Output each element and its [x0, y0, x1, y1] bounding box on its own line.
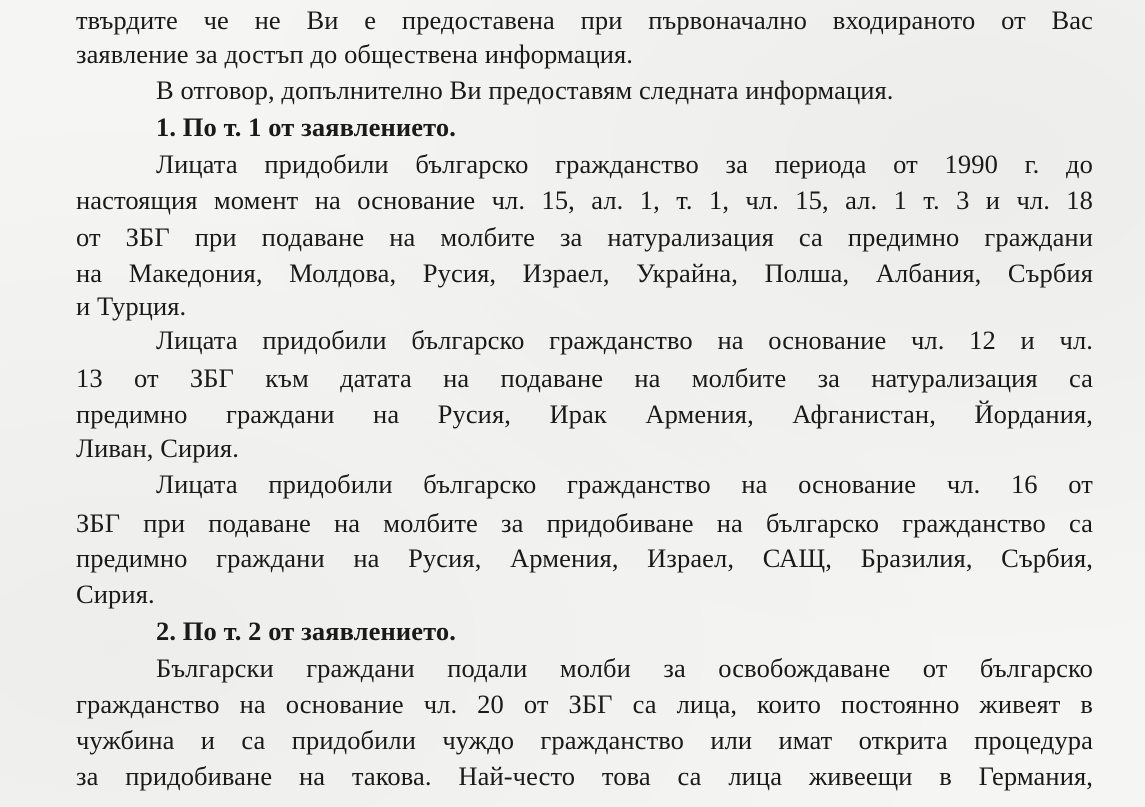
paragraph-line: твърдите че не Ви е предоставена при първоначално входираното от Вас [76, 5, 1093, 35]
paragraph-line: Лицата придобили българско гражданство на основание чл. 16 от [156, 469, 1093, 499]
section-heading-1: 1. По т. 1 от заявлението. [156, 112, 456, 142]
paragraph-line: чужбина и са придобили чуждо гражданство или имат открита процедура [76, 725, 1093, 755]
paragraph-line: Лицата придобили българско гражданство за периода от 1990 г. до [156, 149, 1093, 179]
paragraph-line: Ливан, Сирия. [76, 433, 239, 463]
paragraph-line: за придобиване на такова. Най-често това са лица живеещи в Германия, [76, 761, 1093, 791]
paragraph-line: Български граждани подали молби за освобождаване от българско [156, 653, 1093, 683]
paragraph-line: предимно граждани на Русия, Армения, Израел, САЩ, Бразилия, Сърбия, [76, 543, 1093, 573]
paragraph-line: заявление за достъп до обществена информация. [76, 39, 634, 69]
paragraph-line: настоящия момент на основание чл. 15, ал. 1, т. 1, чл. 15, ал. 1 т. 3 и чл. 18 [76, 185, 1093, 215]
paragraph-line: Сирия. [76, 579, 155, 609]
paragraph-line: гражданство на основание чл. 20 от ЗБГ са лица, които постоянно живеят в [76, 689, 1093, 719]
paragraph-line: от ЗБГ при подаване на молбите за натурализация са предимно граждани [76, 222, 1093, 252]
section-heading-2: 2. По т. 2 от заявлението. [156, 616, 456, 646]
paragraph-line: на Македония, Молдова, Русия, Израел, Украйна, Полша, Албания, Сърбия [76, 258, 1093, 288]
paragraph-line: ЗБГ при подаване на молбите за придобиване на българско гражданство са [76, 508, 1093, 538]
paragraph-line: 13 от ЗБГ към датата на подаване на молбите за натурализация са [76, 363, 1093, 393]
paragraph-line: и Турция. [76, 291, 187, 321]
paragraph-line: Лицата придобили българско гражданство на основание чл. 12 и чл. [156, 325, 1093, 355]
paragraph-line: В отговор, допълнително Ви предоставям следната информация. [156, 75, 894, 105]
paragraph-line: предимно граждани на Русия, Ирак Армения, Афганистан, Йордания, [76, 399, 1093, 429]
